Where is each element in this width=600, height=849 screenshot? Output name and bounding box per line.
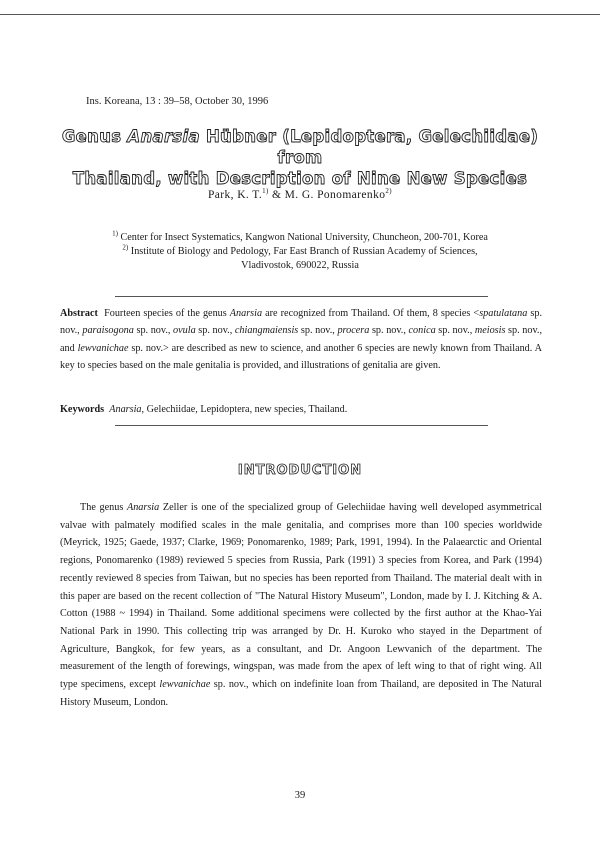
keyword-genus: Anarsia	[109, 404, 142, 415]
species-name: lewvanichae	[77, 342, 129, 354]
abstract-top-rule	[115, 296, 488, 297]
abstract-text: sp. nov.,	[195, 325, 235, 337]
author-park: Park, K. T.	[207, 189, 263, 201]
author-separator: &	[268, 189, 285, 201]
abstract-text: sp. nov.,	[298, 325, 338, 337]
abstract-genus: Anarsia	[229, 308, 263, 319]
species-name: ovula	[173, 325, 196, 337]
species-name: meiosis	[474, 325, 506, 337]
title-text: Hübner (Lepidoptera, Gelechiidae) from	[199, 127, 539, 167]
intro-text: Zeller is one of the specialized group of Gelechiidae having well developed asymmetrical valvae with palmately modified scales in the male genitalia, and comprises more than 100 species worldwide (Meyrick, 1925; Gaede, 1937; Clarke, 1969; Ponomarenko, 1989; Park, 1991, 1994). In the Palaearctic and Oriental regions, Ponomarenko (1989) reviewed 5 species from Russia, Park (1991) 3 species from Korea, and Park (1994) recently reviewed 8 species from Taiwan, but no species has been reported from Thailand. The material dealt with in this paper are based on the recent collection of "The Natural History Museum", London, made by I. J. Kitching & A. Cotton (1988 ~ 1994) in Thailand. Some additional specimens were collected by the first author at the Khao-Yai National Park in 1990. This collecting trip was arranged by Dr. H. Kuroko who stayed in the Department of Agriculture, Bangkok, for few years, as a consultant, and Dr. Angoon Lewvanich of the department. The measurement of the length of forewings, wingspan, was made from the apex of left wing to that of right wing. All type specimens, except	[60, 502, 542, 691]
abstract-text: sp. nov.,	[435, 325, 475, 337]
affiliation-text: Vladivostok, 690022, Russia	[241, 260, 359, 271]
affiliation-line	[40, 231, 560, 245]
species-name: spatulatana	[479, 308, 528, 319]
affiliation-text: Center for Insect Systematics, Kangwon National University, Chuncheon, 200-701, Korea	[120, 232, 488, 243]
abstract-text: sp. nov.,	[369, 325, 409, 337]
abstract-text: sp. nov.> are described as new to science, and another 6 species are newly known from Thailand. A key to species based on the male genitalia is provided, and illustrations of genitalia are given.	[60, 342, 542, 372]
keywords	[60, 401, 542, 418]
affiliation-line	[40, 245, 560, 259]
title-line2: Thailand, with Description of Nine New Species	[72, 169, 528, 188]
affiliation-mark: 2)	[385, 187, 393, 196]
keywords-bottom-rule	[115, 425, 488, 426]
author-list	[0, 189, 600, 201]
page-number: 39	[294, 790, 306, 801]
species-name: procera	[337, 325, 370, 337]
intro-text: sp. nov., which on indefinite loan from Thailand, are deposited in The Natural History Museum, London.	[60, 679, 542, 708]
journal-citation: Ins. Koreana, 13 : 39–58, October 30, 1996	[86, 96, 269, 107]
keywords-label: Keywords	[60, 404, 105, 415]
abstract-text: sp. nov., and	[60, 325, 542, 354]
abstract-text: sp. nov.,	[60, 308, 542, 337]
species-name: lewvanichae	[159, 679, 211, 691]
abstract-label: Abstract	[60, 308, 98, 319]
abstract-text: Fourteen species of the genus	[104, 308, 230, 319]
title-genus: Anarsia	[127, 127, 200, 146]
affiliations	[40, 231, 560, 273]
intro-text: The genus	[80, 502, 127, 513]
affiliation-mark: 1)	[112, 229, 118, 238]
affiliation-mark: 2)	[122, 243, 129, 252]
introduction-paragraph	[60, 499, 542, 711]
paper-title	[40, 126, 560, 189]
abstract	[60, 305, 542, 375]
affiliation-mark: 1)	[262, 187, 269, 196]
top-border-line	[0, 14, 600, 15]
author-ponomarenko: M. G. Ponomarenko	[284, 189, 386, 201]
title-text: Genus	[61, 127, 128, 146]
species-name: chiangmaiensis	[234, 325, 299, 337]
affiliation-line	[40, 259, 560, 273]
keywords-text: , Gelechiidae, Lepidoptera, new species, Thailand.	[141, 404, 348, 415]
species-name: paraisogona	[82, 325, 134, 337]
abstract-text: are recognized from Thailand. Of them, 8 species <	[262, 308, 480, 319]
introduction-heading: INTRODUCTION	[237, 463, 363, 478]
abstract-text: sp. nov.,	[133, 325, 174, 337]
affiliation-text: Institute of Biology and Pedology, Far East Branch of Russian Academy of Sciences,	[130, 246, 478, 257]
species-name: conica	[408, 325, 436, 337]
intro-genus: Anarsia	[126, 502, 160, 513]
